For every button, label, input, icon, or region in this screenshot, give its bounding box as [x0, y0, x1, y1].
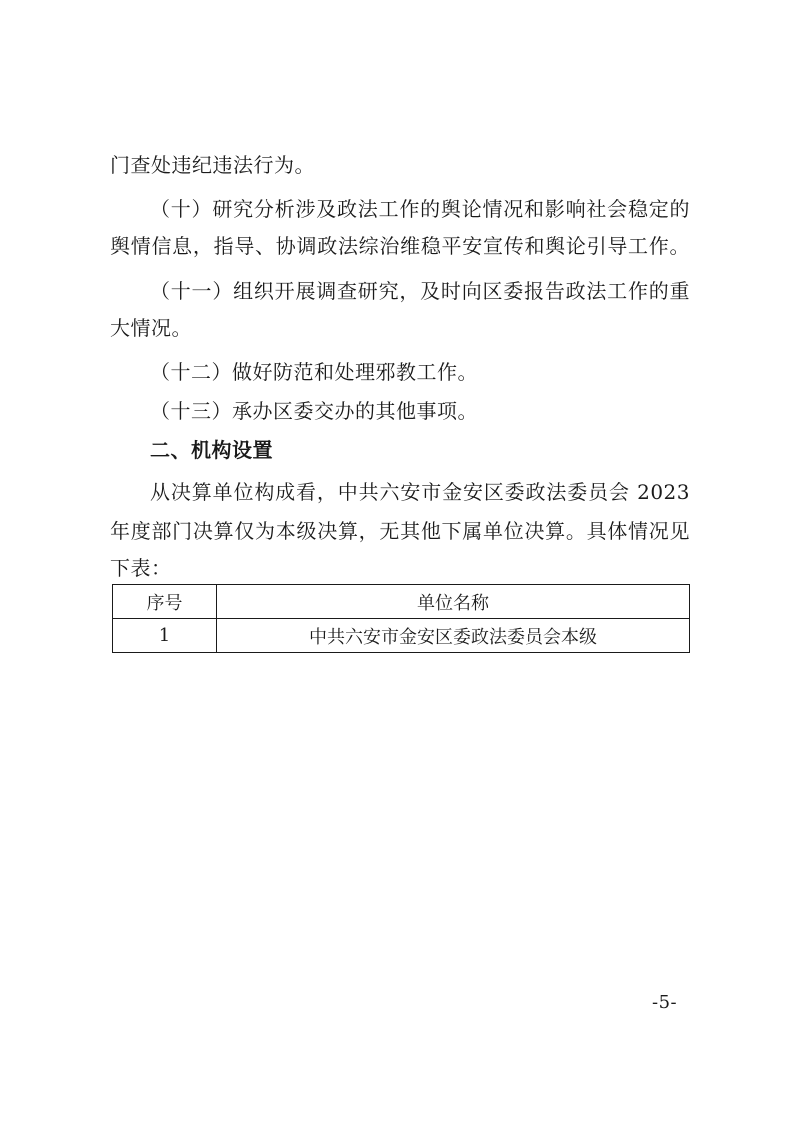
paragraph-line: （十）研究分析涉及政法工作的舆论情况和影响社会稳定的	[150, 197, 690, 221]
table-header-seq: 序号	[113, 585, 217, 619]
table-cell-seq: 1	[113, 619, 217, 653]
table-row	[113, 619, 690, 653]
table-header-unit-name: 单位名称	[217, 585, 690, 619]
paragraph-line: （十一）组织开展调查研究，及时向区委报告政法工作的重	[150, 279, 690, 303]
unit-table	[112, 584, 690, 653]
paragraph-line: 大情况。	[110, 316, 192, 340]
paragraph-line: 年度部门决算仅为本级决算，无其他下属单位决算。具体情况见	[110, 519, 690, 543]
section-heading: 二、机构设置	[150, 438, 273, 462]
paragraph-line: 门查处违纪违法行为。	[110, 153, 315, 177]
table-header-row	[113, 585, 690, 619]
paragraph-line: 舆情信息，指导、协调政法综治维稳平安宣传和舆论引导工作。	[110, 234, 690, 258]
table-cell-unit-name: 中共六安市金安区委政法委员会本级	[217, 619, 690, 653]
paragraph-line: （十二）做好防范和处理邪教工作。	[150, 360, 478, 384]
paragraph-line: （十三）承办区委交办的其他事项。	[150, 399, 478, 423]
paragraph-line: 下表：	[110, 556, 172, 580]
page-number: -5-	[652, 992, 678, 1013]
paragraph-line: 从决算单位构成看，中共六安市金安区委政法委员会 2023	[150, 480, 690, 504]
